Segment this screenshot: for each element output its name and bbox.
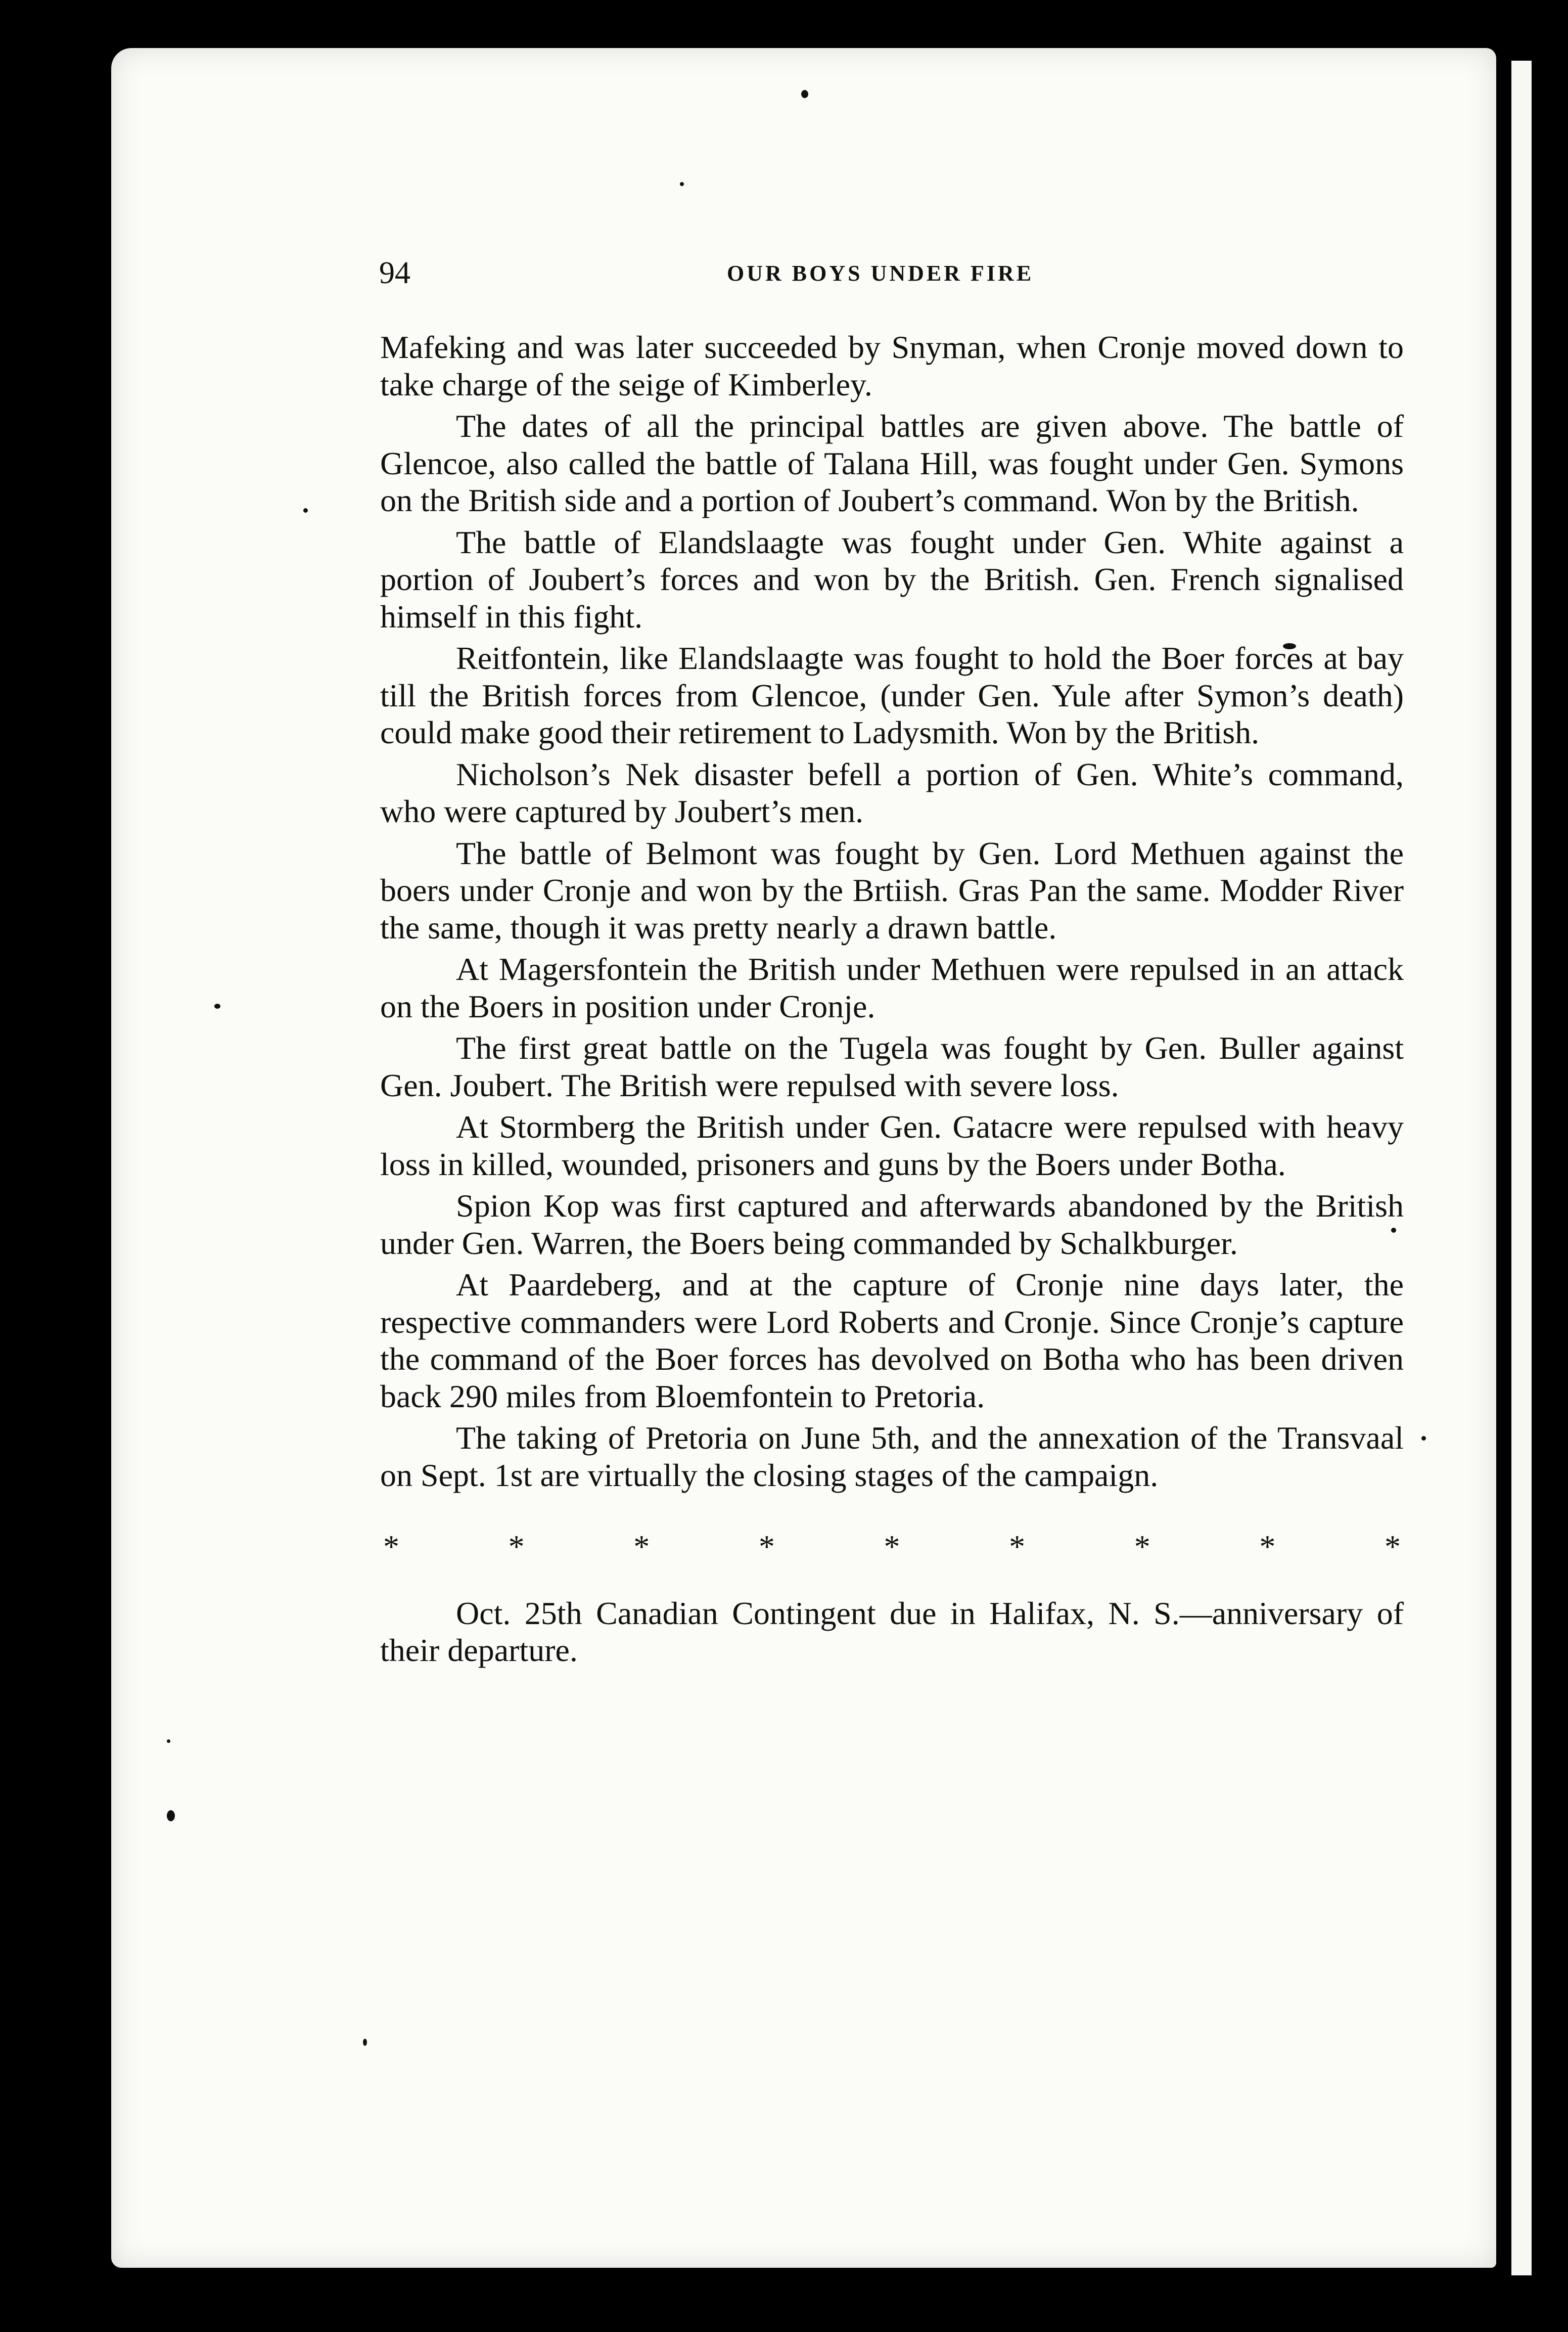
separator-star: * bbox=[383, 1529, 399, 1564]
paragraph: Reitfontein, like Elandslaagte was fought to hold the Boer forces at bay till the British forces from Glencoe, (under Gen. Yule after Symon’s death) could make good their retirement to Ladysmith. Won by the British. bbox=[380, 640, 1404, 750]
separator-star: * bbox=[1385, 1529, 1401, 1564]
paragraph: Mafeking and was later succeeded by Snyman, when Cronje moved down to take charge of the seige of Kimberley. bbox=[380, 329, 1404, 402]
paragraph: Nicholson’s Nek disaster befell a portion of Gen. White’s command, who were captured by Joubert’s men. bbox=[380, 756, 1404, 829]
scan-speck bbox=[214, 1004, 220, 1009]
closing-note: Oct. 25th Canadian Contingent due in Halifax, N. S.—anniversary of their departure. bbox=[380, 1595, 1404, 1668]
paragraph: Spion Kop was first captured and afterwards abandoned by the British under Gen. Warren, the Boers being commanded by Schalkburger. bbox=[380, 1188, 1404, 1261]
body-text bbox=[380, 329, 1404, 1669]
separator-star: * bbox=[1009, 1529, 1026, 1564]
paragraph: At Stormberg the British under Gen. Gatacre were repulsed with heavy loss in killed, wounded, prisoners and guns by the Boers under Botha. bbox=[380, 1109, 1404, 1182]
paragraph: At Magersfontein the British under Methuen were repulsed in an attack on the Boers in position under Cronje. bbox=[380, 951, 1404, 1024]
scan-speck bbox=[363, 2039, 367, 2046]
page-header bbox=[379, 255, 1403, 296]
paragraph: The taking of Pretoria on June 5th, and the annexation of the Transvaal on Sept. 1st are virtually the closing stages of the campaign. bbox=[380, 1420, 1404, 1493]
separator-star: * bbox=[508, 1529, 525, 1564]
paragraph: The first great battle on the Tugela was fought by Gen. Buller against Gen. Joubert. The British were repulsed with severe loss. bbox=[380, 1030, 1404, 1103]
paragraph: The battle of Elandslaagte was fought under Gen. White against a portion of Joubert’s forces and won by the British. Gen. French signalised himself in this fight. bbox=[380, 524, 1404, 635]
paragraph: The dates of all the principal battles are given above. The battle of Glencoe, also called the battle of Talana Hill, was fought under Gen. Symons on the British side and a portion of Joubert’s command. Won by the British. bbox=[380, 408, 1404, 518]
running-head: OUR BOYS UNDER FIRE bbox=[727, 261, 1034, 286]
paragraph: At Paardeberg, and at the capture of Cronje nine days later, the respective commanders were Lord Roberts and Cronje. Since Cronje’s capture the command of the Boer forces has devolved on Botha who has been driven back 290 miles from Bloemfontein to Pretoria. bbox=[380, 1267, 1404, 1414]
separator-star: * bbox=[1134, 1529, 1150, 1564]
separator-star: * bbox=[884, 1529, 900, 1564]
page-number: 94 bbox=[379, 256, 410, 290]
adjacent-page-edge bbox=[1511, 61, 1532, 2275]
scan-speck bbox=[303, 508, 308, 513]
paragraph: The battle of Belmont was fought by Gen. Lord Methuen against the boers under Cronje and won by the Brtiish. Gras Pan the same. Modder River the same, though it was pretty nearly a drawn battle. bbox=[380, 835, 1404, 946]
scan-speck bbox=[1421, 1436, 1426, 1441]
scan-speck bbox=[680, 182, 684, 186]
scan-speck bbox=[167, 1739, 170, 1743]
asterism-separator bbox=[380, 1528, 1404, 1565]
separator-star: * bbox=[758, 1529, 775, 1564]
scan-speck bbox=[167, 1810, 175, 1821]
separator-star: * bbox=[633, 1529, 650, 1564]
separator-star: * bbox=[1259, 1529, 1276, 1564]
scan-speck bbox=[801, 90, 808, 98]
